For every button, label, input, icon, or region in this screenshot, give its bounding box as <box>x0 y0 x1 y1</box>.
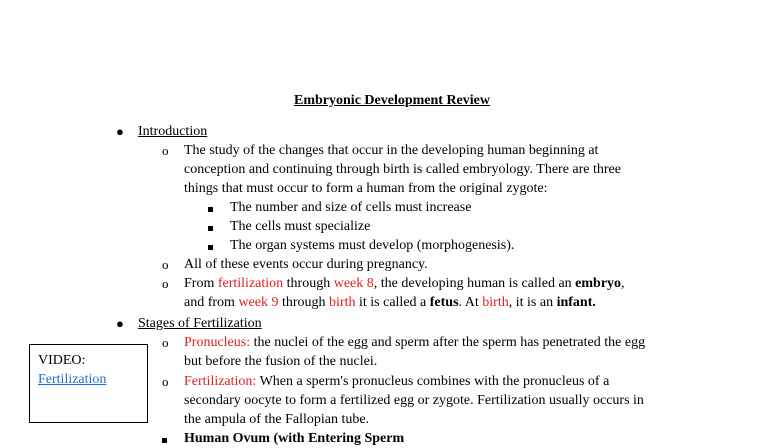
bullet-square <box>208 217 213 236</box>
bullet-circle: o <box>162 257 169 272</box>
list-item: The organ systems must develop (morphogenesis). <box>230 238 515 253</box>
page-title: Embryonic Development Review <box>294 93 490 108</box>
bullet-circle: o <box>162 374 169 389</box>
intro-pregnancy-line: All of these events occur during pregnancy. <box>184 257 428 272</box>
list-item-cutoff: Human Ovum (with Entering Sperm <box>184 431 405 446</box>
embryo-definition-line: From fertilization through week 8, the developing human is called an embryo, <box>184 276 625 291</box>
bullet-square <box>208 198 213 217</box>
fertilization-line: Fertilization: When a sperm's pronucleus combines with the pronucleus of a <box>184 374 610 389</box>
intro-paragraph-line: things that must occur to form a human from the original zygote: <box>184 181 548 196</box>
bullet-square <box>162 429 167 448</box>
intro-paragraph-line: The study of the changes that occur in the developing human beginning at <box>184 143 599 158</box>
list-item: The cells must specialize <box>230 219 371 234</box>
video-box <box>29 344 148 423</box>
bullet-dot: ● <box>116 124 124 139</box>
video-link-fertilization[interactable]: Fertilization <box>38 372 107 387</box>
fetus-definition-line: and from week 9 through birth it is called a fetus. At birth, it is an infant. <box>184 295 596 310</box>
fertilization-line: the ampula of the Fallopian tube. <box>184 412 370 427</box>
pronucleus-line: Pronucleus: the nuclei of the egg and sperm after the sperm has penetrated the egg <box>184 335 646 350</box>
bullet-square <box>208 236 213 255</box>
section-heading-introduction: Introduction <box>138 124 208 139</box>
video-label: VIDEO: <box>38 353 86 368</box>
section-heading-stages: Stages of Fertilization <box>138 316 262 331</box>
fertilization-line: secondary oocyte to form a fertilized egg or zygote. Fertilization usually occurs in <box>184 393 644 408</box>
bullet-circle: o <box>162 335 169 350</box>
bullet-circle: o <box>162 143 169 158</box>
pronucleus-line: but before the fusion of the nuclei. <box>184 354 378 369</box>
bullet-circle: o <box>162 276 169 291</box>
intro-paragraph-line: conception and continuing through birth is called embryology. There are three <box>184 162 621 177</box>
list-item: The number and size of cells must increase <box>230 200 472 215</box>
bullet-dot: ● <box>116 316 124 331</box>
